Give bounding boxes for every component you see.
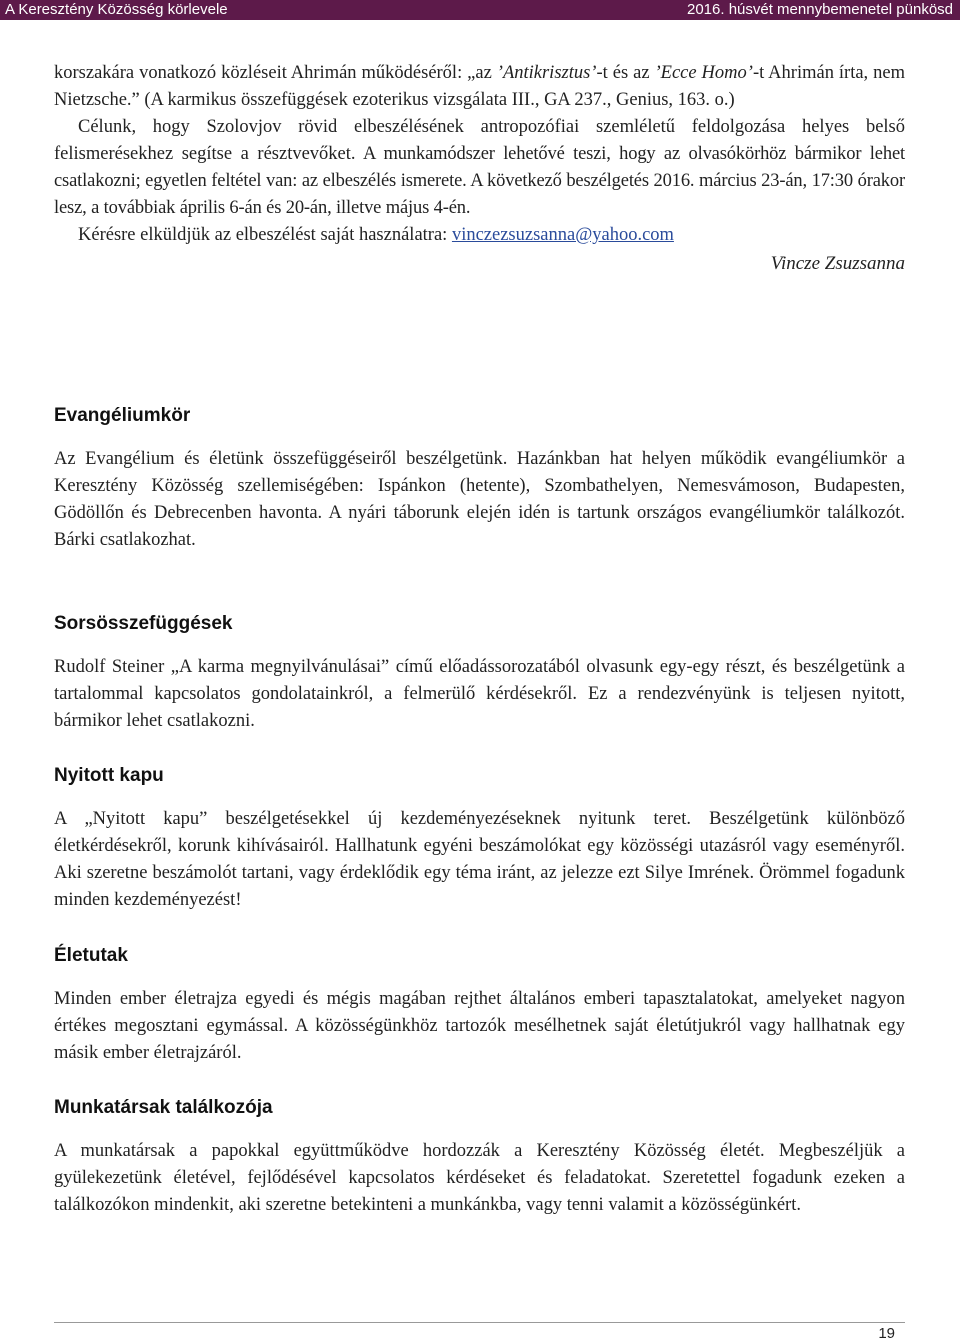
section-body: Minden ember életrajza egyedi és mégis magában rejthet általános emberi tapasztalatokat, amelyeket nagyon értékes megosztani egymással. A közösségünkhöz tartozók mesélhetnek saját életútjukról vagy hallhatnak egy másik ember életrajzáról. bbox=[54, 989, 905, 1063]
section-body: A „Nyitott kapu” beszélgetésekkel új kezdeményezéseknek nyitunk teret. Beszélgetünk különböző életkérdésekről, korunk kihívásairól. Hallhatunk egyéni beszámolókat egy közösségi utazásról vagy eseményről. Aki szeretne beszámolót tartani, vagy érdeklődik egy téma iránt, az jelezze ezt Silye Imrének. Örömmel fogadunk minden kezdeményezést! bbox=[54, 809, 905, 910]
intro-paragraph-2 bbox=[54, 114, 905, 222]
section-title: Munkatársak találkozója bbox=[54, 1097, 273, 1118]
intro-text: Célunk, hogy Szolovjov rövid elbeszélésének antropozófiai szemléletű feldolgozása helyes belső felismerésekhez segítse a résztvevőket. bbox=[54, 117, 905, 164]
section-nyitott-kapu bbox=[54, 764, 905, 914]
intro-text: A munkamódszer lehetővé teszi, hogy az olvasókörhöz bármikor lehet csatlakozni; egyetlen feltétel van: az elbeszélés ismerete. A következő beszélgetés 2016. március 23-án, 17:30 órakor lesz, a továbbiak április 6-án és 20-án, illetve május 4-én. bbox=[54, 144, 905, 218]
page-header bbox=[0, 0, 960, 20]
intro-italic: ’Ecce Homo’ bbox=[654, 63, 753, 83]
intro-paragraph-1 bbox=[54, 60, 905, 114]
section-title: Nyitott kapu bbox=[54, 765, 164, 786]
signature: Vincze Zsuzsanna bbox=[770, 253, 905, 274]
footer-divider bbox=[54, 1322, 905, 1323]
section-title: Evangéliumkör bbox=[54, 405, 191, 426]
section-eletutak bbox=[54, 944, 905, 1067]
intro-italic: ’Antikrisztus’ bbox=[496, 63, 597, 83]
section-title: Életutak bbox=[54, 945, 128, 966]
issue-title: 2016. húsvét mennybemenetel pünkösd bbox=[686, 1, 953, 18]
intro-text: korszakára vonatkozó közléseit Ahrimán működéséről: „az bbox=[54, 63, 497, 83]
section-sorsosszefuggesek bbox=[54, 612, 905, 735]
intro-text: Kérésre elküldjük az elbeszélést saját használatra: bbox=[78, 225, 452, 245]
intro-block bbox=[54, 60, 905, 275]
section-title: Sorsösszefüggések bbox=[54, 613, 233, 634]
section-munkatarsak bbox=[54, 1096, 905, 1219]
email-link[interactable]: vinczezsuzsanna@yahoo.com bbox=[451, 225, 674, 245]
intro-text: -t és az bbox=[596, 63, 655, 83]
newsletter-title: A Keresztény Közösség körlevele bbox=[5, 1, 228, 18]
page-number: 19 bbox=[878, 1325, 895, 1342]
section-body: A munkatársak a papokkal együttműködve hordozzák a Keresztény Közösség életét. Megbeszéljük a gyülekezetünk életével, fejlődésével kapcsolatos kérdéseket és feladatokat. Szeretettel fogadunk ezeken a találkozókon mindenkit, aki szeretne betekinteni a munkánkba, vagy tenni valamit a közösségünkért. bbox=[54, 1141, 905, 1215]
section-body: Rudolf Steiner „A karma megnyilvánulásai” című előadássorozatából olvasunk egy-egy részt, és beszélgetünk a tartalommal kapcsolatos gondolatainkról, a felmerülő kérdésekről. Ez a rendezvényünk is teljesen nyitott, bármikor lehet csatlakozni. bbox=[54, 657, 905, 731]
section-evangeliumkor bbox=[54, 404, 905, 554]
intro-paragraph-3 bbox=[54, 222, 905, 249]
intro-text: -t Ahrimán írta, nem Nietzsche.” (A karmikus összefüggések ezoterikus vizsgálata III., GA 237., Genius, 163. o.) bbox=[54, 63, 905, 110]
section-body: Az Evangélium és életünk összefüggéseiről beszélgetünk. Hazánkban hat helyen működik evangéliumkör a Keresztény Közösség szellemiségében: Ispánkon (hetente), Szombathelyen, Nemesvámoson, Budapesten, Gödöllőn és Debrecenben havonta. A nyári táborunk elején idén is tartunk országos evangéliumkör találkozót. Bárki csatlakozhat. bbox=[54, 449, 905, 550]
